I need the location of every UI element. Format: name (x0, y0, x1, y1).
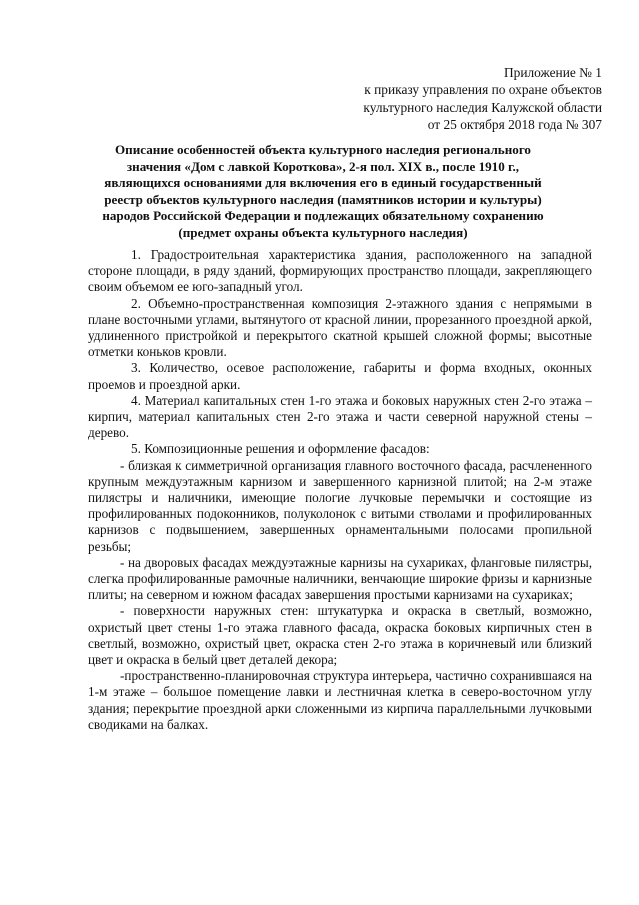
title-line-3: являющихся основаниями для включения его в единый государственный (104, 175, 542, 191)
title-line-4: реестр объектов культурного наследия (памятников истории и культуры) (104, 191, 542, 207)
title-line-2: значения «Дом с лавкой Короткова», 2-я пол. XIX в., после 1910 г., (126, 158, 520, 174)
appendix-header (363, 64, 602, 134)
title-line-1: Описание особенностей объекта культурного наследия регионального (115, 142, 531, 157)
title-line-6: (предмет охраны объекта культурного наследия) (178, 224, 468, 240)
title-line-5: народов Российской Федерации и подлежащих обязательному сохранению (102, 208, 544, 224)
paragraph-3: 3. Количество, осевое расположение, габариты и форма входных, оконных проемов и проездной арки. (88, 360, 592, 392)
paragraph-5-item-3: - поверхности наружных стен: штукатурка и окраска в светлый, возможно, охристый цвет стены 1-го этажа главного фасада, окраска боковых кирпичных стен в светлый, возможно, охристый цвет, окраска стен 2-го этажа в коричневый или близкий цвет и окраска в белый цвет деталей декора; (88, 603, 592, 668)
paragraph-5: 5. Композиционные решения и оформление фасадов: (131, 441, 430, 457)
document-body (88, 247, 592, 733)
appendix-line-2: к приказу управления по охране объектов (364, 82, 602, 98)
document-title (88, 142, 558, 242)
paragraph-1: 1. Градостроительная характеристика здания, расположенного на западной стороне площади, в ряду зданий, формирующих пространство площади, закрепляющего своим объемом ее юго-западный угол. (88, 247, 592, 295)
paragraph-5-item-2: - на дворовых фасадах междуэтажные карнизы на сухариках, фланговые пилястры, слегка профилированные рамочные наличники, венчающие широкие фризы и карнизные плиты; на северном и южном фасадах завершения простыми карнизами на сухариках; (88, 554, 592, 603)
paragraph-5-item-4: -пространственно-планировочная структура интерьера, частично сохранившаяся на 1-м этаже – большое помещение лавки и лестничная клетка в северо-восточном углу здания; перекрытие проездной арки сложенными из кирпича параллельными лучковыми сводиками на балках. (88, 668, 592, 732)
paragraph-4: 4. Материал капитальных стен 1-го этажа и боковых наружных стен 2-го этажа – кирпич, материал капитальных стен 2-го этажа и части северной наружной стены – дерево. (88, 392, 592, 441)
paragraph-2: 2. Объемно-пространственная композиция 2-этажного здания с непрямыми в плане восточными углами, вытянутого от красной линии, прорезанного проездной аркой, удлиненного пристройкой и перекрытого скатной крышей сложной формы; высотные отметки коньков кровли. (88, 295, 592, 360)
appendix-line-1: Приложение № 1 (503, 65, 602, 80)
appendix-line-4: от 25 октября 2018 года № 307 (427, 117, 602, 133)
appendix-line-3: культурного наследия Калужской области (363, 99, 602, 115)
paragraph-5-item-1: - близкая к симметричной организация главного восточного фасада, расчлененного крупным междуэтажным карнизом и завершенного карнизной плитой; на 2-м этаже пилястры и наличники, имеющие пологие лучковые перемычки и состоящие из профилированных подоконников, полуколонок с витыми стволами и профилированных карнизов с подвышением, завершенных орнаментальными полосами пропильной резьбы; (88, 457, 592, 554)
